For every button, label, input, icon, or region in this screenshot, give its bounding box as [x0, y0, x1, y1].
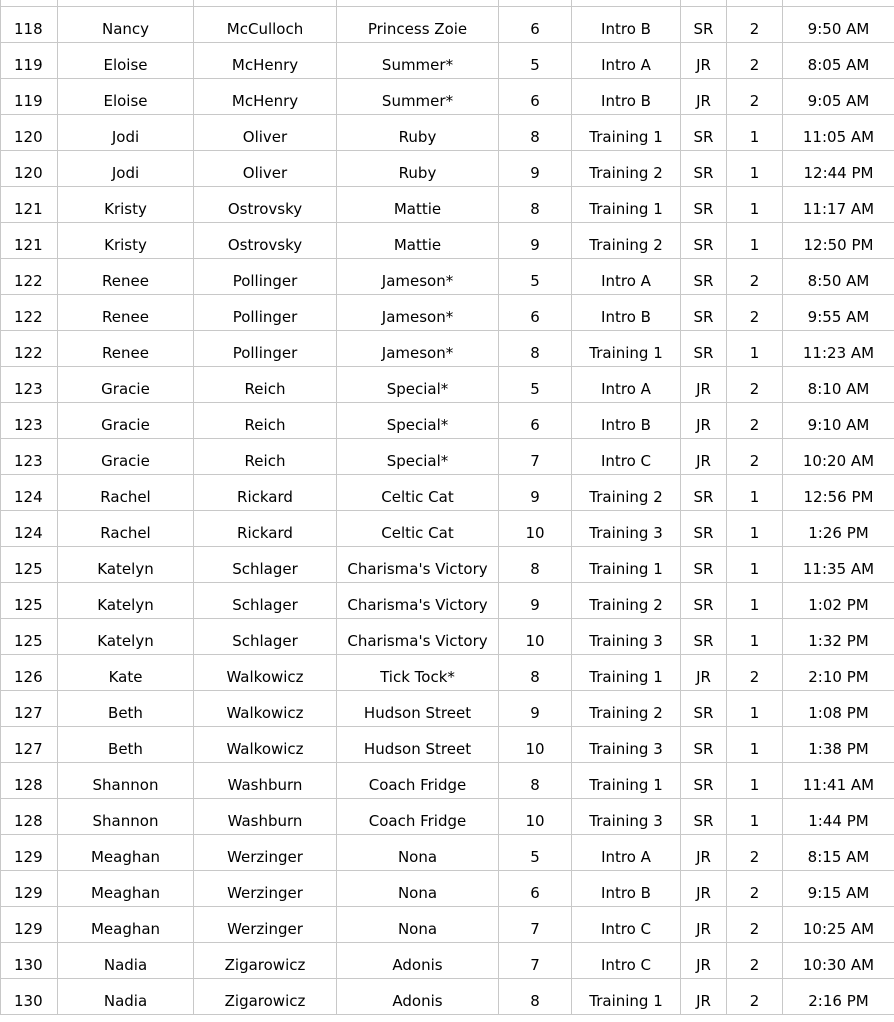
horse-name-cell: Summer*	[337, 79, 499, 115]
ring-cell: 1	[727, 511, 783, 547]
entry-number-cell: 121	[1, 223, 58, 259]
ring-cell: 1	[727, 547, 783, 583]
ride-time-cell: 8:15 AM	[783, 835, 894, 871]
last-name-cell: Zigarowicz	[194, 979, 337, 1015]
class-name-cell: Intro B	[572, 7, 681, 43]
ring-cell: 1	[727, 691, 783, 727]
class-name-cell: Training 2	[572, 223, 681, 259]
first-name-cell: Beth	[58, 691, 194, 727]
first-name-cell: Eloise	[58, 79, 194, 115]
class-number-cell: 8	[499, 547, 572, 583]
horse-name-cell: Celtic Cat	[337, 511, 499, 547]
ring-cell: 2	[727, 79, 783, 115]
first-name-cell: Renee	[58, 295, 194, 331]
class-number-cell: 10	[499, 799, 572, 835]
first-name-cell: Kristy	[58, 223, 194, 259]
first-name-cell: Kate	[58, 655, 194, 691]
class-number-cell: 7	[499, 439, 572, 475]
entry-number-cell: 128	[1, 799, 58, 835]
entry-number-cell: 129	[1, 871, 58, 907]
table-row	[1, 655, 894, 691]
horse-name-cell: Charisma's Victory	[337, 547, 499, 583]
entry-number-cell: 124	[1, 475, 58, 511]
table-row	[1, 943, 894, 979]
class-number-cell: 8	[499, 763, 572, 799]
ride-time-cell: 8:50 AM	[783, 259, 894, 295]
last-name-cell: Werzinger	[194, 835, 337, 871]
division-cell: SR	[681, 583, 727, 619]
last-name-cell: Reich	[194, 367, 337, 403]
division-cell: SR	[681, 547, 727, 583]
last-name-cell: McCulloch	[194, 7, 337, 43]
first-name-cell: Beth	[58, 727, 194, 763]
class-name-cell: Intro A	[572, 835, 681, 871]
last-name-cell: McHenry	[194, 43, 337, 79]
ring-cell: 1	[727, 331, 783, 367]
entry-number-cell: 129	[1, 835, 58, 871]
ride-time-cell: 11:05 AM	[783, 115, 894, 151]
ride-time-cell: 12:44 PM	[783, 151, 894, 187]
table-row	[1, 763, 894, 799]
ring-cell: 2	[727, 655, 783, 691]
entry-number-cell: 119	[1, 79, 58, 115]
class-number-cell: 6	[499, 7, 572, 43]
ring-cell: 1	[727, 151, 783, 187]
ring-cell: 2	[727, 295, 783, 331]
division-cell: JR	[681, 367, 727, 403]
class-number-cell: 9	[499, 151, 572, 187]
class-number-cell: 6	[499, 295, 572, 331]
class-name-cell: Training 3	[572, 619, 681, 655]
ring-cell: 1	[727, 799, 783, 835]
first-name-cell: Nadia	[58, 979, 194, 1015]
entry-number-cell: 128	[1, 763, 58, 799]
division-cell: JR	[681, 43, 727, 79]
table-row	[1, 619, 894, 655]
first-name-cell: Renee	[58, 259, 194, 295]
first-name-cell: Gracie	[58, 403, 194, 439]
table-row	[1, 43, 894, 79]
division-cell: JR	[681, 979, 727, 1015]
ring-cell: 1	[727, 583, 783, 619]
horse-name-cell: Celtic Cat	[337, 475, 499, 511]
horse-name-cell: Summer*	[337, 43, 499, 79]
division-cell: JR	[681, 871, 727, 907]
table-row	[1, 331, 894, 367]
ride-time-cell: 11:23 AM	[783, 331, 894, 367]
ride-time-cell: 11:35 AM	[783, 547, 894, 583]
division-cell: SR	[681, 763, 727, 799]
last-name-cell: Pollinger	[194, 331, 337, 367]
first-name-cell: Gracie	[58, 439, 194, 475]
division-cell: SR	[681, 619, 727, 655]
first-name-cell: Shannon	[58, 763, 194, 799]
last-name-cell: Werzinger	[194, 907, 337, 943]
class-name-cell: Intro C	[572, 943, 681, 979]
class-name-cell: Intro B	[572, 79, 681, 115]
first-name-cell: Meaghan	[58, 835, 194, 871]
entry-number-cell: 129	[1, 907, 58, 943]
first-name-cell: Meaghan	[58, 871, 194, 907]
first-name-cell: Kristy	[58, 187, 194, 223]
last-name-cell: Schlager	[194, 583, 337, 619]
class-number-cell: 6	[499, 79, 572, 115]
first-name-cell: Meaghan	[58, 907, 194, 943]
division-cell: SR	[681, 511, 727, 547]
division-cell: JR	[681, 835, 727, 871]
ride-time-cell: 9:55 AM	[783, 295, 894, 331]
class-number-cell: 5	[499, 259, 572, 295]
class-name-cell: Training 1	[572, 763, 681, 799]
class-name-cell: Intro C	[572, 907, 681, 943]
class-number-cell: 5	[499, 835, 572, 871]
ride-time-cell: 9:05 AM	[783, 79, 894, 115]
class-name-cell: Training 3	[572, 727, 681, 763]
horse-name-cell: Jameson*	[337, 295, 499, 331]
table-row	[1, 259, 894, 295]
class-name-cell: Intro B	[572, 403, 681, 439]
class-name-cell: Training 1	[572, 979, 681, 1015]
horse-name-cell: Coach Fridge	[337, 799, 499, 835]
class-name-cell: Training 1	[572, 547, 681, 583]
class-number-cell: 8	[499, 655, 572, 691]
ride-time-cell: 9:15 AM	[783, 871, 894, 907]
entry-number-cell: 125	[1, 619, 58, 655]
class-name-cell: Intro A	[572, 43, 681, 79]
class-number-cell: 8	[499, 331, 572, 367]
ride-time-cell: 1:38 PM	[783, 727, 894, 763]
class-name-cell: Training 1	[572, 115, 681, 151]
class-number-cell: 10	[499, 511, 572, 547]
class-name-cell: Training 1	[572, 331, 681, 367]
ring-cell: 1	[727, 727, 783, 763]
horse-name-cell: Nona	[337, 835, 499, 871]
entry-number-cell: 122	[1, 259, 58, 295]
division-cell: JR	[681, 907, 727, 943]
ring-cell: 2	[727, 439, 783, 475]
class-name-cell: Training 2	[572, 475, 681, 511]
class-name-cell: Training 3	[572, 511, 681, 547]
table-row	[1, 7, 894, 43]
horse-name-cell: Mattie	[337, 187, 499, 223]
ride-time-cell: 10:30 AM	[783, 943, 894, 979]
horse-name-cell: Charisma's Victory	[337, 619, 499, 655]
ring-cell: 2	[727, 871, 783, 907]
horse-name-cell: Tick Tock*	[337, 655, 499, 691]
horse-name-cell: Princess Zoie	[337, 7, 499, 43]
ride-time-cell: 2:16 PM	[783, 979, 894, 1015]
division-cell: SR	[681, 727, 727, 763]
first-name-cell: Nadia	[58, 943, 194, 979]
table-row	[1, 223, 894, 259]
ride-time-cell: 12:50 PM	[783, 223, 894, 259]
last-name-cell: Rickard	[194, 511, 337, 547]
last-name-cell: Washburn	[194, 799, 337, 835]
ride-time-cell: 8:10 AM	[783, 367, 894, 403]
first-name-cell: Katelyn	[58, 619, 194, 655]
first-name-cell: Katelyn	[58, 547, 194, 583]
division-cell: SR	[681, 223, 727, 259]
table-row	[1, 907, 894, 943]
ride-time-cell: 11:17 AM	[783, 187, 894, 223]
class-number-cell: 7	[499, 907, 572, 943]
entry-number-cell: 125	[1, 547, 58, 583]
ride-time-cell: 9:50 AM	[783, 7, 894, 43]
entry-number-cell: 119	[1, 43, 58, 79]
class-number-cell: 7	[499, 943, 572, 979]
ride-time-cell: 1:44 PM	[783, 799, 894, 835]
ring-cell: 2	[727, 43, 783, 79]
class-number-cell: 9	[499, 691, 572, 727]
horse-name-cell: Adonis	[337, 943, 499, 979]
ring-cell: 2	[727, 979, 783, 1015]
ring-cell: 2	[727, 907, 783, 943]
ring-cell: 2	[727, 943, 783, 979]
division-cell: SR	[681, 295, 727, 331]
class-number-cell: 9	[499, 475, 572, 511]
class-name-cell: Intro C	[572, 439, 681, 475]
table-row	[1, 979, 894, 1015]
ride-time-cell: 12:56 PM	[783, 475, 894, 511]
class-name-cell: Training 1	[572, 187, 681, 223]
first-name-cell: Rachel	[58, 475, 194, 511]
ride-time-cell: 1:08 PM	[783, 691, 894, 727]
class-number-cell: 5	[499, 43, 572, 79]
class-number-cell: 5	[499, 367, 572, 403]
last-name-cell: Schlager	[194, 619, 337, 655]
last-name-cell: Zigarowicz	[194, 943, 337, 979]
horse-name-cell: Hudson Street	[337, 691, 499, 727]
first-name-cell: Nancy	[58, 7, 194, 43]
table-row	[1, 727, 894, 763]
ring-cell: 1	[727, 187, 783, 223]
ride-time-cell: 8:05 AM	[783, 43, 894, 79]
last-name-cell: Walkowicz	[194, 691, 337, 727]
ride-time-cell: 2:10 PM	[783, 655, 894, 691]
table-row	[1, 187, 894, 223]
table-row	[1, 691, 894, 727]
division-cell: SR	[681, 7, 727, 43]
horse-name-cell: Special*	[337, 403, 499, 439]
horse-name-cell: Adonis	[337, 979, 499, 1015]
class-number-cell: 6	[499, 403, 572, 439]
horse-name-cell: Jameson*	[337, 259, 499, 295]
table-row	[1, 439, 894, 475]
last-name-cell: Schlager	[194, 547, 337, 583]
ring-cell: 2	[727, 367, 783, 403]
last-name-cell: Washburn	[194, 763, 337, 799]
entry-number-cell: 126	[1, 655, 58, 691]
first-name-cell: Renee	[58, 331, 194, 367]
class-name-cell: Training 1	[572, 655, 681, 691]
division-cell: SR	[681, 475, 727, 511]
horse-name-cell: Special*	[337, 367, 499, 403]
division-cell: JR	[681, 943, 727, 979]
entry-number-cell: 125	[1, 583, 58, 619]
first-name-cell: Gracie	[58, 367, 194, 403]
ride-time-cell: 1:26 PM	[783, 511, 894, 547]
first-name-cell: Eloise	[58, 43, 194, 79]
class-name-cell: Intro B	[572, 295, 681, 331]
horse-name-cell: Special*	[337, 439, 499, 475]
entry-number-cell: 120	[1, 115, 58, 151]
table-row	[1, 835, 894, 871]
entry-number-cell: 120	[1, 151, 58, 187]
first-name-cell: Jodi	[58, 151, 194, 187]
entry-number-cell: 130	[1, 943, 58, 979]
first-name-cell: Katelyn	[58, 583, 194, 619]
ride-time-cell: 10:20 AM	[783, 439, 894, 475]
division-cell: SR	[681, 259, 727, 295]
division-cell: SR	[681, 187, 727, 223]
class-name-cell: Intro A	[572, 367, 681, 403]
first-name-cell: Shannon	[58, 799, 194, 835]
division-cell: JR	[681, 655, 727, 691]
division-cell: JR	[681, 403, 727, 439]
division-cell: SR	[681, 691, 727, 727]
class-number-cell: 10	[499, 619, 572, 655]
class-number-cell: 9	[499, 223, 572, 259]
entry-number-cell: 127	[1, 691, 58, 727]
table-row	[1, 583, 894, 619]
horse-name-cell: Charisma's Victory	[337, 583, 499, 619]
ride-time-cell: 11:41 AM	[783, 763, 894, 799]
class-number-cell: 8	[499, 115, 572, 151]
class-number-cell: 9	[499, 583, 572, 619]
horse-name-cell: Ruby	[337, 115, 499, 151]
ring-cell: 1	[727, 763, 783, 799]
table-row	[1, 871, 894, 907]
division-cell: SR	[681, 799, 727, 835]
ring-cell: 1	[727, 475, 783, 511]
ride-time-cell: 9:10 AM	[783, 403, 894, 439]
class-number-cell: 10	[499, 727, 572, 763]
table-row	[1, 403, 894, 439]
class-name-cell: Training 3	[572, 799, 681, 835]
horse-name-cell: Nona	[337, 907, 499, 943]
ride-time-cell: 1:02 PM	[783, 583, 894, 619]
entry-number-cell: 127	[1, 727, 58, 763]
division-cell: JR	[681, 79, 727, 115]
table-row	[1, 511, 894, 547]
table-row	[1, 151, 894, 187]
last-name-cell: Pollinger	[194, 295, 337, 331]
table-row	[1, 475, 894, 511]
last-name-cell: Ostrovsky	[194, 223, 337, 259]
table-row	[1, 547, 894, 583]
ring-cell: 2	[727, 259, 783, 295]
first-name-cell: Jodi	[58, 115, 194, 151]
last-name-cell: Ostrovsky	[194, 187, 337, 223]
last-name-cell: McHenry	[194, 79, 337, 115]
ring-cell: 1	[727, 619, 783, 655]
class-number-cell: 6	[499, 871, 572, 907]
entry-number-cell: 123	[1, 403, 58, 439]
horse-name-cell: Coach Fridge	[337, 763, 499, 799]
division-cell: JR	[681, 439, 727, 475]
last-name-cell: Oliver	[194, 151, 337, 187]
entry-number-cell: 124	[1, 511, 58, 547]
horse-name-cell: Ruby	[337, 151, 499, 187]
class-number-cell: 8	[499, 979, 572, 1015]
last-name-cell: Reich	[194, 403, 337, 439]
class-name-cell: Training 2	[572, 151, 681, 187]
entry-number-cell: 123	[1, 367, 58, 403]
table-row	[1, 799, 894, 835]
entry-number-cell: 122	[1, 295, 58, 331]
last-name-cell: Pollinger	[194, 259, 337, 295]
horse-name-cell: Hudson Street	[337, 727, 499, 763]
class-name-cell: Training 2	[572, 691, 681, 727]
entry-number-cell: 118	[1, 7, 58, 43]
horse-name-cell: Nona	[337, 871, 499, 907]
class-name-cell: Training 2	[572, 583, 681, 619]
entry-number-cell: 121	[1, 187, 58, 223]
horse-name-cell: Mattie	[337, 223, 499, 259]
first-name-cell: Rachel	[58, 511, 194, 547]
last-name-cell: Oliver	[194, 115, 337, 151]
division-cell: SR	[681, 151, 727, 187]
division-cell: SR	[681, 115, 727, 151]
ride-time-cell: 1:32 PM	[783, 619, 894, 655]
last-name-cell: Walkowicz	[194, 727, 337, 763]
table-row	[1, 367, 894, 403]
division-cell: SR	[681, 331, 727, 367]
class-name-cell: Intro B	[572, 871, 681, 907]
ring-cell: 1	[727, 223, 783, 259]
table-row	[1, 295, 894, 331]
last-name-cell: Walkowicz	[194, 655, 337, 691]
table-row	[1, 79, 894, 115]
class-number-cell: 8	[499, 187, 572, 223]
entry-number-cell: 123	[1, 439, 58, 475]
class-name-cell: Intro A	[572, 259, 681, 295]
last-name-cell: Reich	[194, 439, 337, 475]
entry-number-cell: 130	[1, 979, 58, 1015]
last-name-cell: Werzinger	[194, 871, 337, 907]
ring-cell: 1	[727, 115, 783, 151]
ring-cell: 2	[727, 7, 783, 43]
table-row	[1, 115, 894, 151]
horse-name-cell: Jameson*	[337, 331, 499, 367]
ring-cell: 2	[727, 403, 783, 439]
last-name-cell: Rickard	[194, 475, 337, 511]
ride-time-cell: 10:25 AM	[783, 907, 894, 943]
ring-cell: 2	[727, 835, 783, 871]
entry-number-cell: 122	[1, 331, 58, 367]
